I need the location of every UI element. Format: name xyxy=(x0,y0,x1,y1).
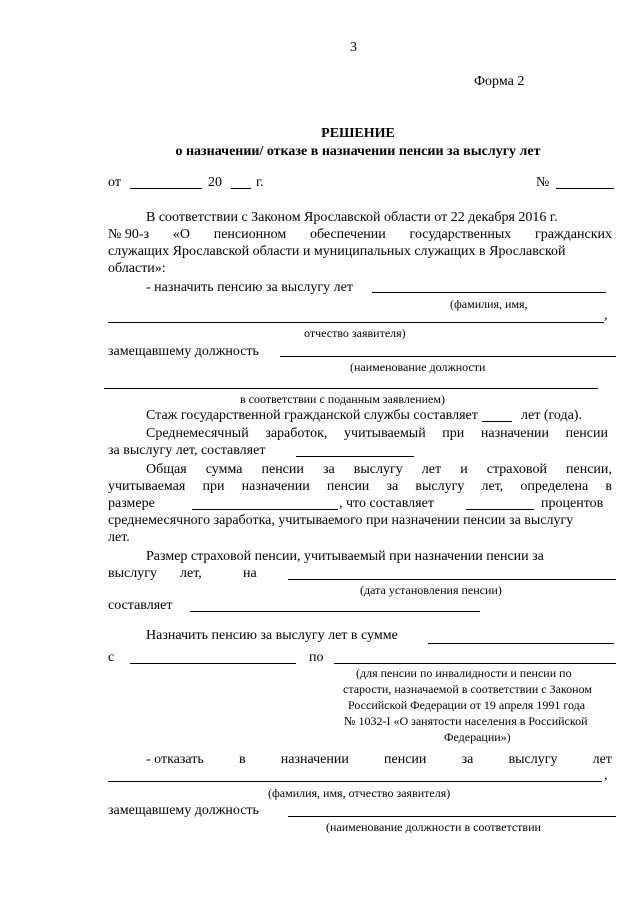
number-blank[interactable] xyxy=(556,188,614,189)
to-date-field[interactable] xyxy=(334,663,616,664)
total-line-2 xyxy=(108,479,612,495)
total-word: при xyxy=(202,479,225,494)
basis-word: № 90-з xyxy=(108,227,150,242)
amounts-label: составляет xyxy=(108,598,173,613)
total-word: и xyxy=(460,462,468,477)
insurance-line-1: Размер страховой пенсии, учитываемый при назначении пенсии за xyxy=(146,549,544,564)
basis-word: гражданских xyxy=(535,227,612,242)
hint-patronymic: отчество заявителя) xyxy=(304,326,406,340)
note-line-2: старости, назначаемой в соответствии с Законом xyxy=(343,682,592,696)
size-label: размере xyxy=(108,496,155,511)
note-line-4: № 1032-I «О занятости населения в Российской xyxy=(344,714,588,728)
service-text: Стаж государственной гражданской службы составляет xyxy=(146,408,478,423)
service-years-field[interactable] xyxy=(482,421,512,422)
total-word: выслугу xyxy=(353,462,403,477)
refuse-position-label: замещавшему должность xyxy=(108,803,259,818)
total-line-1 xyxy=(146,462,612,478)
total-word: учитываемая xyxy=(108,479,186,494)
refuse-word: лет xyxy=(592,752,612,767)
total-word: в xyxy=(605,479,612,494)
assign-sum-label: Назначить пенсию за выслугу лет в сумме xyxy=(146,628,398,643)
total-line-4: среднемесячного заработка, учитываемого при назначении пенсии за выслугу xyxy=(108,513,574,528)
page-number: 3 xyxy=(350,40,357,55)
earnings-line-1 xyxy=(146,426,608,442)
refuse-line xyxy=(146,752,612,768)
note-line-3: Российской Федерации от 19 апреля 1991 года xyxy=(348,698,586,712)
hint-date: (дата установления пенсии) xyxy=(360,583,502,597)
total-word: Общая xyxy=(146,462,187,477)
document-title: РЕШЕНИЕ xyxy=(321,126,395,141)
hint-position: (наименование должности xyxy=(350,360,486,374)
hint-surname: (фамилия, имя, xyxy=(450,297,528,311)
earnings-word: заработок, xyxy=(265,426,328,441)
refuse-word: выслугу xyxy=(508,752,558,767)
total-amount-field[interactable] xyxy=(192,509,338,510)
earnings-word: при xyxy=(442,426,465,441)
basis-word: государственных xyxy=(409,227,512,242)
basis-line-4: области»: xyxy=(108,261,166,276)
total-word: назначении xyxy=(241,479,310,494)
basis-word: обеспечении xyxy=(309,227,386,242)
number-sign: № xyxy=(536,175,550,190)
percent-field[interactable] xyxy=(466,509,534,510)
service-unit: лет (года). xyxy=(521,408,582,423)
refuse-word: - отказать xyxy=(146,752,204,767)
earnings-word: учитываемый xyxy=(344,426,426,441)
statement-field[interactable] xyxy=(104,388,598,389)
form-label: Форма 2 xyxy=(474,74,525,89)
total-word: за xyxy=(322,462,335,477)
applicant-name-field[interactable] xyxy=(372,292,606,293)
refuse-word: за xyxy=(461,752,474,767)
from-label: с xyxy=(108,650,115,665)
total-word: за xyxy=(386,479,399,494)
assign-label: - назначить пенсию за выслугу лет xyxy=(146,280,353,295)
hint-refuse-name: (фамилия, имя, отчество заявителя) xyxy=(268,786,451,800)
document-subtitle: о назначении/ отказе в назначении пенсии за выслугу лет xyxy=(175,144,541,159)
position-label: замещавшему должность xyxy=(108,344,259,359)
earnings-field[interactable] xyxy=(296,456,414,457)
total-word: сумма xyxy=(205,462,243,477)
total-word: пенсии, xyxy=(566,462,612,477)
basis-line-2 xyxy=(108,227,612,243)
position-field[interactable] xyxy=(280,356,616,357)
year-suffix: г. xyxy=(256,175,264,190)
insurance-word-3: на xyxy=(243,566,257,581)
date-from-label: от xyxy=(108,175,121,190)
refuse-comma: , xyxy=(604,768,608,783)
hint-refuse-position: (наименование должности в соответствии xyxy=(326,820,541,834)
assign-sum-field[interactable] xyxy=(428,643,614,644)
total-word: лет, xyxy=(481,479,504,494)
total-word: лет xyxy=(421,462,442,477)
total-word: определена xyxy=(520,479,589,494)
to-label: по xyxy=(309,650,324,665)
year-blank[interactable] xyxy=(231,188,251,189)
total-word: страховой xyxy=(486,462,547,477)
from-date-field[interactable] xyxy=(130,663,296,664)
refuse-word: пенсии xyxy=(384,752,427,767)
total-word: выслугу xyxy=(415,479,465,494)
date-day-blank[interactable] xyxy=(130,188,202,189)
refuse-position-field[interactable] xyxy=(288,816,616,817)
comma: , xyxy=(604,308,608,323)
insurance-word-2: лет, xyxy=(180,566,202,581)
hint-statement: в соответствии с поданным заявлением) xyxy=(240,392,445,406)
insurance-word-1: выслугу xyxy=(108,566,157,581)
that-is-label: , что составляет xyxy=(339,496,434,511)
refuse-name-field[interactable] xyxy=(108,781,602,782)
earnings-word: Среднемесячный xyxy=(146,426,249,441)
note-line-1: (для пенсии по инвалидности и пенсии по xyxy=(356,666,572,680)
total-line-5: лет. xyxy=(108,530,130,545)
year-prefix: 20 xyxy=(208,175,222,190)
refuse-word: в xyxy=(238,752,246,767)
basis-word: «О xyxy=(172,227,190,242)
applicant-patronymic-field[interactable] xyxy=(108,322,604,323)
earnings-line-2: за выслугу лет, составляет xyxy=(108,443,266,458)
insurance-date-field[interactable] xyxy=(288,579,616,580)
basis-word: пенсионном xyxy=(213,227,287,242)
earnings-word: назначении xyxy=(480,426,549,441)
note-line-5: Федерации») xyxy=(444,730,511,744)
basis-line-3: служащих Ярославской области и муниципальных служащих в Ярославской xyxy=(108,244,566,259)
total-word: пенсии xyxy=(261,462,304,477)
insurance-amount-field[interactable] xyxy=(190,611,480,612)
percent-label: процентов xyxy=(541,496,604,511)
earnings-word: пенсии xyxy=(565,426,608,441)
total-word: пенсии xyxy=(326,479,370,494)
basis-line-1: В соответствии с Законом Ярославской области от 22 декабря 2016 г. xyxy=(146,210,558,225)
refuse-word: назначении xyxy=(280,752,349,767)
